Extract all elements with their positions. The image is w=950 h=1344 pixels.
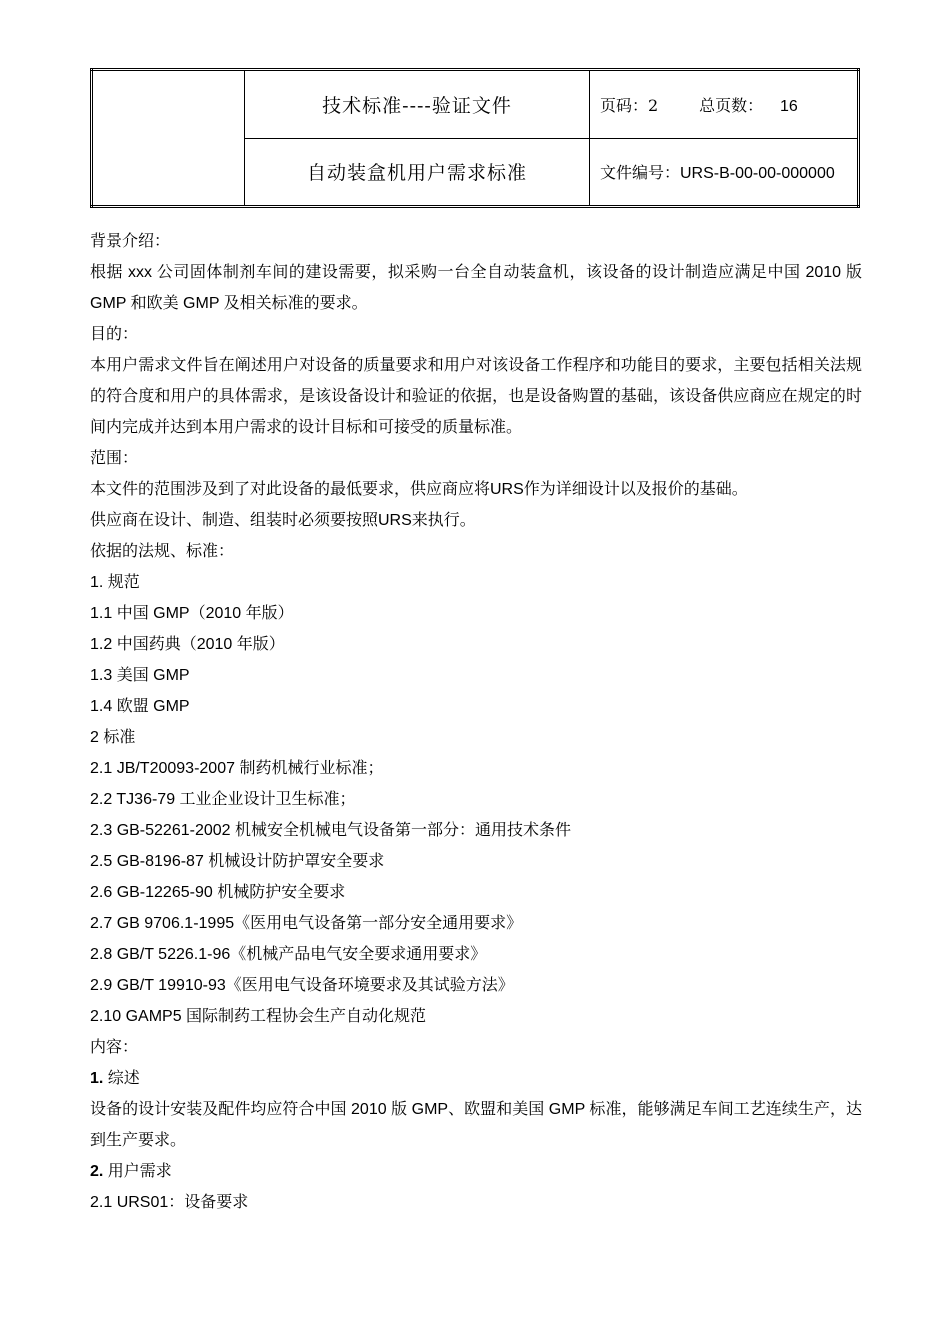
standard-item: 2.7 GB 9706.1-1995《医用电气设备第一部分安全通用要求》	[90, 915, 523, 932]
standard-item: 1. 规范	[90, 574, 140, 591]
standard-item: 2.3 GB-52261-2002 机械安全机械电气设备第一部分：通用技术条件	[90, 822, 571, 839]
scope-heading: 范围：	[90, 450, 139, 467]
section-2-number: 2.	[90, 1163, 104, 1180]
standard-item: 1.4 欧盟 GMP	[90, 698, 190, 715]
total-pages-label: 总页数：	[699, 95, 764, 115]
section-1-text: 设备的设计安装及配件均应符合中国 2010 版 GMP、欧盟和美国 GMP 标准，能够满足车间工艺连续生产，达到生产要求。	[90, 1101, 862, 1149]
total-pages-value: 16	[780, 97, 798, 115]
section-2-title: 用户需求	[107, 1163, 172, 1180]
standard-item: 1.1 中国 GMP（2010 年版）	[90, 605, 294, 622]
purpose-text: 本用户需求文件旨在阐述用户对设备的质量要求和用户对该设备工作程序和功能目的要求，主要包括相关法规的符合度和用户的具体需求，是该设备设计和验证的依据，也是设备购置的基础，该设备供应商应在规定的时间内完成并达到本用户需求的设计目标和可接受的质量标准。	[90, 357, 862, 436]
background-heading: 背景介绍：	[90, 233, 171, 250]
section-2-1-heading: 2.1 URS01：设备要求	[90, 1194, 249, 1211]
section-1-number: 1.	[90, 1070, 104, 1087]
standard-item: 2 标准	[90, 729, 136, 746]
section-2-heading	[90, 1156, 862, 1187]
document-body	[90, 226, 862, 1218]
scope-text-line-1: 本文件的范围涉及到了对此设备的最低要求，供应商应将URS作为详细设计以及报价的基础。	[90, 481, 748, 498]
section-1-heading	[90, 1063, 862, 1094]
standard-item: 1.2 中国药典（2010 年版）	[90, 636, 285, 653]
standard-item: 1.3 美国 GMP	[90, 667, 190, 684]
doc-title: 自动装盒机用户需求标准	[245, 138, 590, 207]
standard-item: 2.2 TJ36-79 工业企业设计卫生标准；	[90, 791, 356, 808]
basis-heading: 依据的法规、标准：	[90, 543, 235, 560]
scope-text-line-2: 供应商在设计、制造、组装时必须要按照URS来执行。	[90, 512, 476, 529]
document-header-table	[90, 68, 860, 208]
standard-item: 2.8 GB/T 5226.1-96《机械产品电气安全要求通用要求》	[90, 946, 487, 963]
standard-item: 2.5 GB-8196-87 机械设计防护罩安全要求	[90, 853, 385, 870]
section-1-title: 综述	[107, 1070, 140, 1087]
standard-item: 2.1 JB/T20093-2007 制药机械行业标准；	[90, 760, 384, 777]
logo-cell	[92, 70, 245, 207]
standard-item: 2.10 GAMP5 国际制药工程协会生产自动化规范	[90, 1008, 427, 1025]
purpose-heading: 目的：	[90, 326, 139, 343]
standard-item: 2.6 GB-12265-90 机械防护安全要求	[90, 884, 346, 901]
doc-category-title: 技术标准----验证文件	[245, 70, 590, 139]
doc-number: 文件编号：URS-B-00-00-000000	[590, 138, 859, 207]
background-text: 根据 xxx 公司固体制剂车间的建设需要，拟采购一台全自动装盒机，该设备的设计制造应满足中国 2010 版 GMP 和欧美 GMP 及相关标准的要求。	[90, 264, 862, 312]
page-info	[590, 70, 859, 139]
standard-item: 2.9 GB/T 19910-93《医用电气设备环境要求及其试验方法》	[90, 977, 514, 994]
page-number: 页码：2	[600, 95, 659, 115]
content-heading: 内容：	[90, 1039, 139, 1056]
